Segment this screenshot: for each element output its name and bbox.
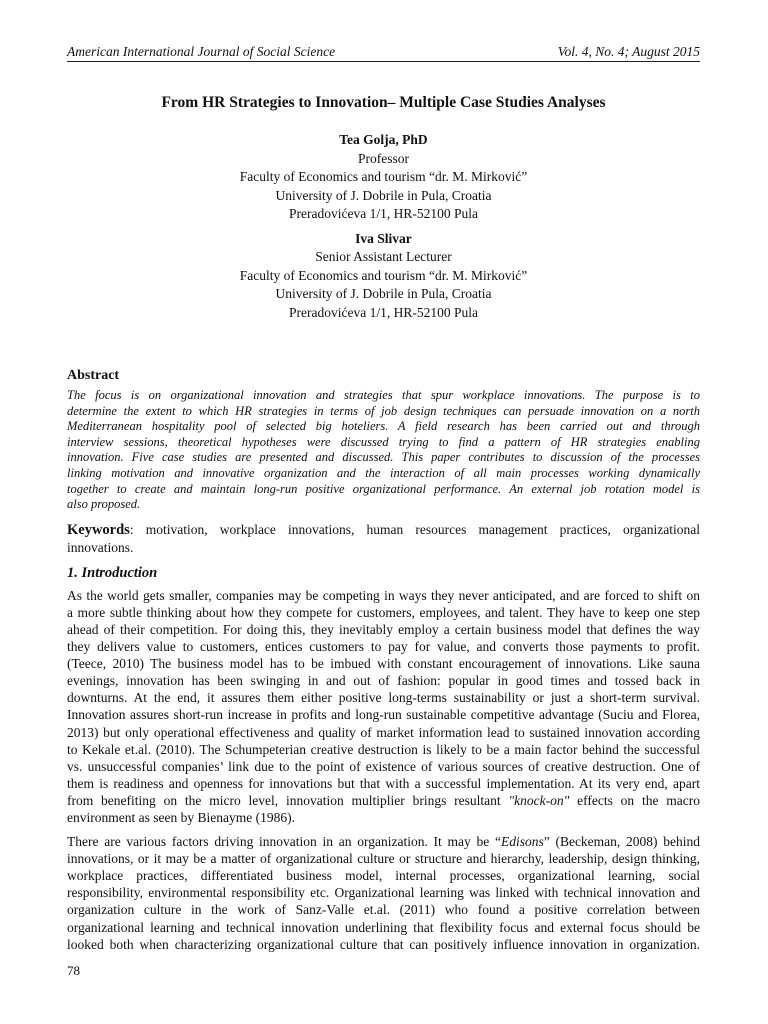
text-run: ” (Beckeman, 2008) behind [543, 834, 700, 850]
paragraph-line: a more subtle thinking about how they compete for customers, employees, and talent. They have to keep one step [67, 604, 700, 620]
paragraph-line: (Teece, 2010) The business model has to be imbued with constant encouragement of innovations. Like sauna [67, 656, 700, 672]
paragraph-line: 2013) but only operational effectiveness and quality of market information lead to sustained innovation according [67, 724, 700, 740]
paragraph-line [67, 792, 700, 809]
abstract-line: The focus is on organizational innovation and strategies that spur workplace innovations. The purpose is to [67, 388, 700, 402]
paper-page [67, 44, 700, 953]
running-header [67, 44, 700, 62]
author-block-2 [67, 230, 700, 323]
author-position: Senior Assistant Lecturer [315, 249, 452, 264]
paragraph-line: downturns. At the end, it assures them either positive long-terms sustainability or just a short-term survival. [67, 690, 700, 706]
keywords-line: innovations. [67, 539, 134, 555]
paragraph-line: looked both when characterizing organizational culture that can positively influence innovation in organization. [67, 936, 700, 952]
paragraph-line: environment as seen by Bienayme (1986). [67, 809, 295, 825]
journal-name: American International Journal of Social Science [67, 44, 336, 59]
paragraph-line: evenings, innovation has been swinging in and out of fashion: popular in good times and tossed back in [67, 673, 700, 689]
paragraph-line [67, 833, 700, 850]
abstract-line: together to create and maintain long-run positive organizational performance. An external job rotation model is [67, 481, 700, 496]
abstract-line: determine the extent to which HR strategies in terms of job design techniques can persuade innovation on a north [67, 403, 700, 418]
author-name: Iva Slivar [355, 230, 412, 246]
abstract-line: linking motivation and innovative organization and the interaction of all main processes working dynamically [67, 465, 700, 480]
keywords-text: : motivation, workplace innovations, human resources management practices, organizational [129, 521, 700, 537]
paragraph-line: organizational learning and technical innovation underlining that flexibility focus and external focus should be [67, 919, 700, 935]
text-run: There are various factors driving innovation in an organization. It may be “ [67, 834, 501, 850]
author-position: Professor [358, 150, 409, 166]
paragraph-2 [67, 833, 700, 953]
paragraph-line: workplace practices, differentiated business model, internal processes, organizational learning, social [67, 868, 700, 884]
author-university: University of J. Dobrile in Pula, Croatia [275, 286, 492, 301]
keywords [67, 521, 700, 556]
paragraph-line: ahead of their competition. For doing this, they inevitably employ a certain business model that defines the way [67, 621, 700, 637]
paragraph-line: vs. unsuccessful companies’ link due to the point of existence of various sources of creative destruction. One of [67, 758, 700, 774]
author-faculty: Faculty of Economics and tourism “dr. M. Mirković” [239, 169, 528, 184]
abstract-line: innovation. Five case studies are presented and discussed. This paper contributes to discussion of the processes [67, 450, 700, 465]
text-run-italic: "knock-on" [508, 792, 570, 808]
section-heading-introduction: 1. Introduction [67, 564, 158, 581]
issue-info: Vol. 4, No. 4; August 2015 [557, 44, 700, 59]
paragraph-line: innovations, or it may be a matter of organizational culture or structure and hierarchy, leadership, design thinking, [67, 851, 700, 867]
abstract-line: also proposed. [67, 497, 141, 512]
keywords-line [67, 521, 700, 539]
abstract-line: interview sessions, theoretical hypotheses were discussed trying to find a pattern of HR strategies enabling [67, 434, 700, 449]
author-address: Preradovićeva 1/1, HR-52100 Pula [289, 206, 478, 221]
author-faculty: Faculty of Economics and tourism “dr. M. Mirković” [239, 267, 528, 283]
abstract-text [67, 388, 700, 513]
abstract-heading: Abstract [67, 368, 120, 383]
paragraph-line: Innovation assures short-run increase in profits and long-run sustainable competitive advantage (Suciu and Florea, [67, 707, 700, 723]
paragraph-line: they delivers value to customers, entices customers to pay for value, and converts those payments to profit. [67, 639, 700, 655]
author-university: University of J. Dobrile in Pula, Croatia [275, 187, 492, 203]
abstract-line: Mediterranean hospitality pool of selected big hoteliers. A field research has been carried out and through [67, 419, 700, 434]
paragraph-line: responsibility, environmental responsibility etc. Organizational learning was linked with technical innovation and [67, 885, 700, 901]
paragraph-line: organization culture in the work of Sanz-Valle et.al. (2011) who found a positive correlation between [67, 902, 700, 918]
page-number: 78 [67, 963, 80, 978]
author-address: Preradovićeva 1/1, HR-52100 Pula [289, 304, 478, 320]
paragraph-1 [67, 587, 700, 826]
text-run-italic: Edisons [500, 834, 544, 850]
paragraph-line: As the world gets smaller, companies may be competing in ways they never anticipated, and are forced to shift on [67, 587, 700, 603]
text-run: from benefiting on the micro level, innovation multiplier brings resultant [67, 792, 509, 808]
paragraph-line: them is readiness and openness for innovations but that with a successful implementation. At its very end, apart [67, 775, 700, 791]
author-name: Tea Golja, PhD [339, 132, 428, 147]
text-run: effects on the macro [569, 792, 700, 808]
paragraph-line: to Kekale et.al. (2010). The Schumpeterian creative destruction is likely to be a main factor behind the successful [67, 741, 700, 757]
author-block-1 [67, 131, 700, 224]
keywords-label: Keywords [67, 521, 130, 538]
paper-title: From HR Strategies to Innovation– Multiple Case Studies Analyses [161, 94, 606, 111]
